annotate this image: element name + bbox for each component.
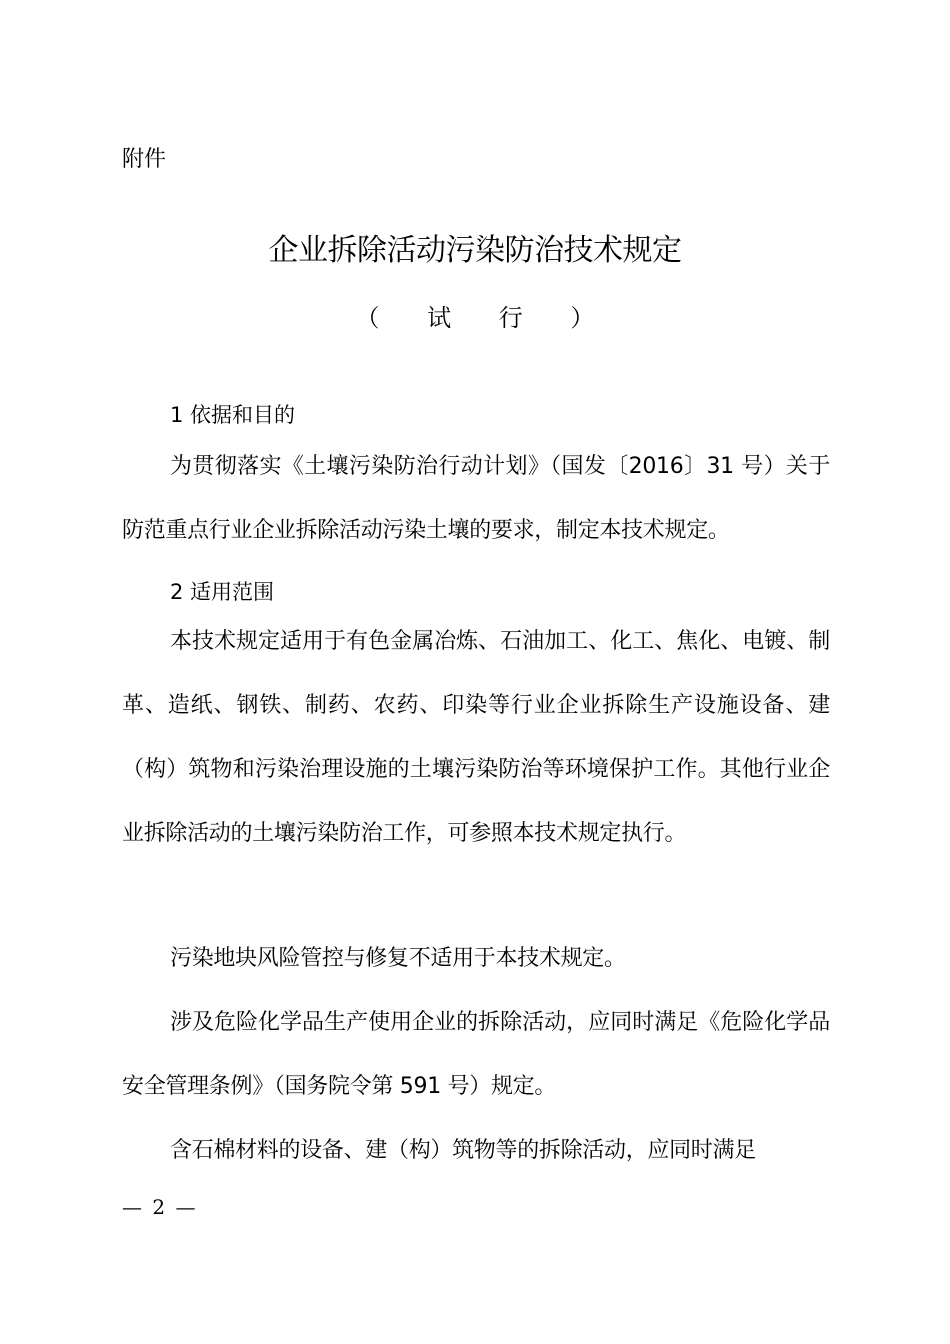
section-2-paragraph-4: 含石棉材料的设备、建（构）筑物等的拆除活动，应同时满足 xyxy=(170,1138,756,1163)
document-title: 企业拆除活动污染防治技术规定 xyxy=(268,233,682,268)
section-2-paragraph-3: 涉及危险化学品生产使用企业的拆除活动，应同时满足《危险化学品安全管理条例》（国务院令第 591 号）规定。 xyxy=(122,1010,830,1099)
page-number: — 2 — xyxy=(122,1195,198,1219)
section-2-paragraph-1: 本技术规定适用于有色金属冶炼、石油加工、化工、焦化、电镀、制革、造纸、钢铁、制药、农药、印染等行业企业拆除生产设施设备、建（构）筑物和污染治理设施的土壤污染防治等环境保护工作。其他行业企业拆除活动的土壤污染防治工作，可参照本技术规定执行。 xyxy=(122,629,830,846)
attachment-label: 附件 xyxy=(122,147,167,172)
section-2-paragraph-2: 污染地块风险管控与修复不适用于本技术规定。 xyxy=(170,946,626,971)
section-heading-1: 1 依据和目的 xyxy=(170,403,296,427)
document-subtitle: （ 试 行 ） xyxy=(355,304,615,332)
section-heading-2: 2 适用范围 xyxy=(170,580,275,604)
section-1-paragraph-1: 为贯彻落实《土壤污染防治行动计划》（国发〔2016〕31 号）关于防范重点行业企业拆除活动污染土壤的要求，制定本技术规定。 xyxy=(122,454,830,543)
